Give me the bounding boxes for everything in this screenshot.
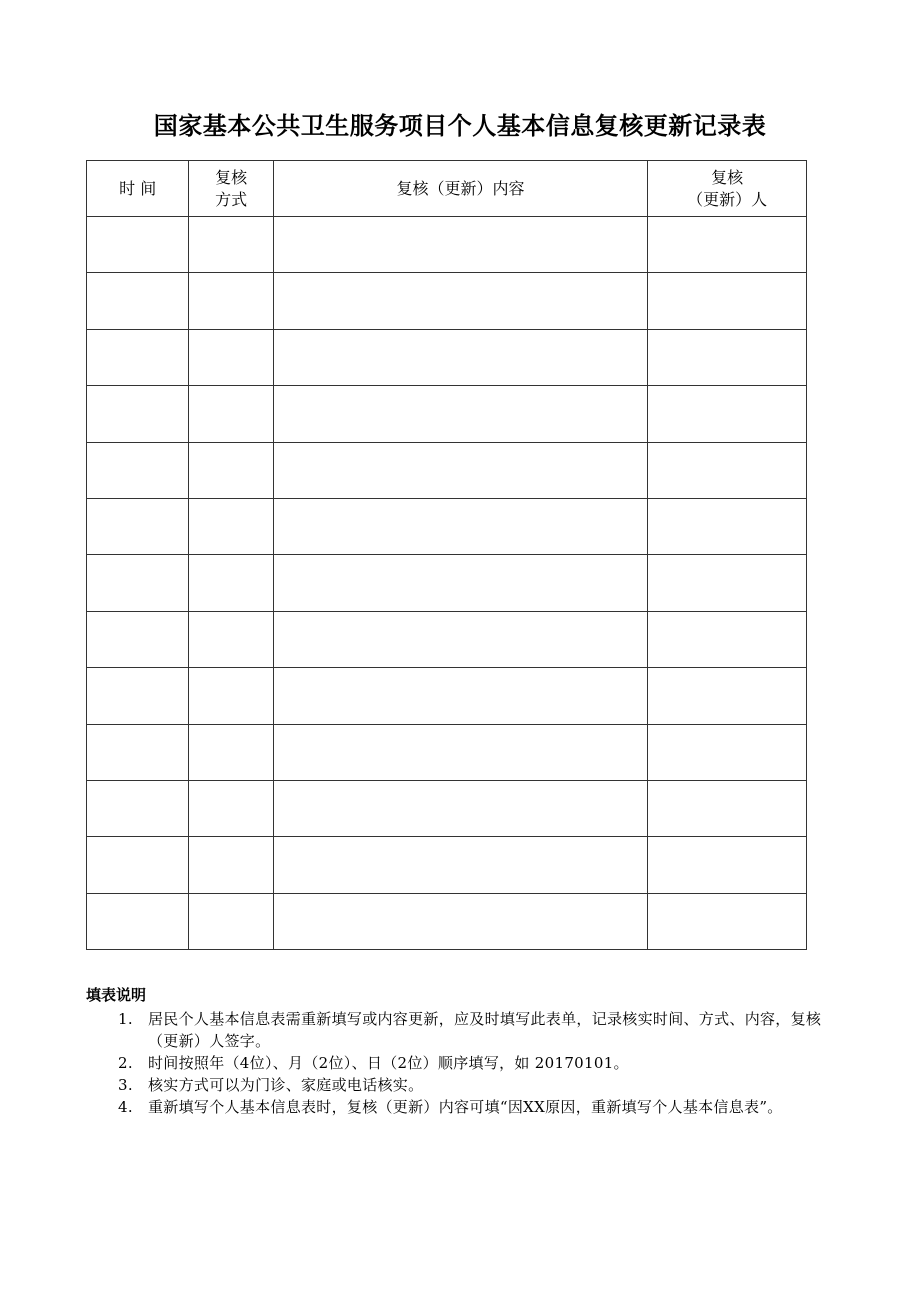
note-number: 1. — [118, 1010, 133, 1028]
cell-content[interactable] — [273, 611, 648, 667]
cell-time[interactable] — [87, 724, 189, 780]
cell-time[interactable] — [87, 442, 189, 498]
note-text: 核实方式可以为门诊、家庭或电话核实。 — [148, 1076, 424, 1094]
cell-content[interactable] — [273, 386, 648, 442]
table-header-row — [87, 161, 807, 217]
note-item — [86, 1074, 846, 1096]
record-table — [86, 160, 807, 950]
cell-method[interactable] — [189, 442, 273, 498]
header-method-line2: 方式 — [215, 189, 248, 209]
header-person — [648, 161, 807, 217]
cell-content[interactable] — [273, 668, 648, 724]
cell-content[interactable] — [273, 442, 648, 498]
table-row — [87, 329, 807, 385]
cell-person[interactable] — [648, 498, 807, 554]
cell-content[interactable] — [273, 837, 648, 893]
cell-time[interactable] — [87, 837, 189, 893]
note-number: 3. — [118, 1076, 133, 1094]
cell-person[interactable] — [648, 837, 807, 893]
cell-time[interactable] — [87, 498, 189, 554]
cell-time[interactable] — [87, 273, 189, 329]
cell-content[interactable] — [273, 555, 648, 611]
cell-method[interactable] — [189, 217, 273, 273]
cell-person[interactable] — [648, 724, 807, 780]
cell-content[interactable] — [273, 780, 648, 836]
note-item — [86, 1052, 846, 1074]
table-row — [87, 893, 807, 949]
cell-person[interactable] — [648, 442, 807, 498]
cell-method[interactable] — [189, 837, 273, 893]
header-method-line1: 复核 — [215, 167, 248, 187]
header-content: 复核（更新）内容 — [273, 161, 648, 217]
cell-content[interactable] — [273, 273, 648, 329]
cell-time[interactable] — [87, 555, 189, 611]
cell-method[interactable] — [189, 724, 273, 780]
note-text: 重新填写个人基本信息表时，复核（更新）内容可填“因XX原因，重新填写个人基本信息表”。 — [148, 1098, 783, 1116]
notes-list — [86, 1008, 846, 1118]
table-row — [87, 837, 807, 893]
cell-content[interactable] — [273, 893, 648, 949]
notes-heading: 填表说明 — [86, 986, 147, 1004]
table-row — [87, 273, 807, 329]
cell-person[interactable] — [648, 329, 807, 385]
cell-content[interactable] — [273, 329, 648, 385]
cell-content[interactable] — [273, 724, 648, 780]
cell-method[interactable] — [189, 893, 273, 949]
notes-section — [86, 984, 846, 1118]
cell-content[interactable] — [273, 498, 648, 554]
cell-method[interactable] — [189, 780, 273, 836]
cell-method[interactable] — [189, 498, 273, 554]
cell-time[interactable] — [87, 780, 189, 836]
cell-time[interactable] — [87, 668, 189, 724]
note-text: 居民个人基本信息表需重新填写或内容更新，应及时填写此表单，记录核实时间、方式、内容，复核（更新）人签字。 — [148, 1010, 822, 1050]
cell-method[interactable] — [189, 611, 273, 667]
cell-method[interactable] — [189, 273, 273, 329]
header-method — [189, 161, 273, 217]
note-number: 4. — [118, 1098, 133, 1116]
cell-person[interactable] — [648, 386, 807, 442]
cell-method[interactable] — [189, 668, 273, 724]
table-row — [87, 780, 807, 836]
cell-method[interactable] — [189, 386, 273, 442]
cell-person[interactable] — [648, 611, 807, 667]
note-number: 2. — [118, 1054, 133, 1072]
note-item — [86, 1008, 846, 1052]
header-person-line2: （更新）人 — [687, 189, 768, 209]
table-row — [87, 724, 807, 780]
note-item — [86, 1096, 846, 1118]
note-text: 时间按照年（4位）、月（2位）、日（2位）顺序填写，如 20170101。 — [148, 1054, 629, 1072]
table-row — [87, 217, 807, 273]
cell-time[interactable] — [87, 217, 189, 273]
cell-time[interactable] — [87, 386, 189, 442]
cell-method[interactable] — [189, 329, 273, 385]
cell-person[interactable] — [648, 893, 807, 949]
cell-content[interactable] — [273, 217, 648, 273]
table-body — [87, 217, 807, 950]
cell-method[interactable] — [189, 555, 273, 611]
cell-person[interactable] — [648, 555, 807, 611]
cell-time[interactable] — [87, 611, 189, 667]
table-row — [87, 386, 807, 442]
header-time: 时 间 — [87, 161, 189, 217]
table-row — [87, 498, 807, 554]
cell-time[interactable] — [87, 329, 189, 385]
cell-person[interactable] — [648, 780, 807, 836]
cell-person[interactable] — [648, 668, 807, 724]
table-row — [87, 555, 807, 611]
cell-person[interactable] — [648, 273, 807, 329]
table-row — [87, 611, 807, 667]
cell-person[interactable] — [648, 217, 807, 273]
table-row — [87, 442, 807, 498]
page-title: 国家基本公共卫生服务项目个人基本信息复核更新记录表 — [153, 112, 767, 140]
header-person-line1: 复核 — [711, 167, 744, 187]
table-row — [87, 668, 807, 724]
cell-time[interactable] — [87, 893, 189, 949]
